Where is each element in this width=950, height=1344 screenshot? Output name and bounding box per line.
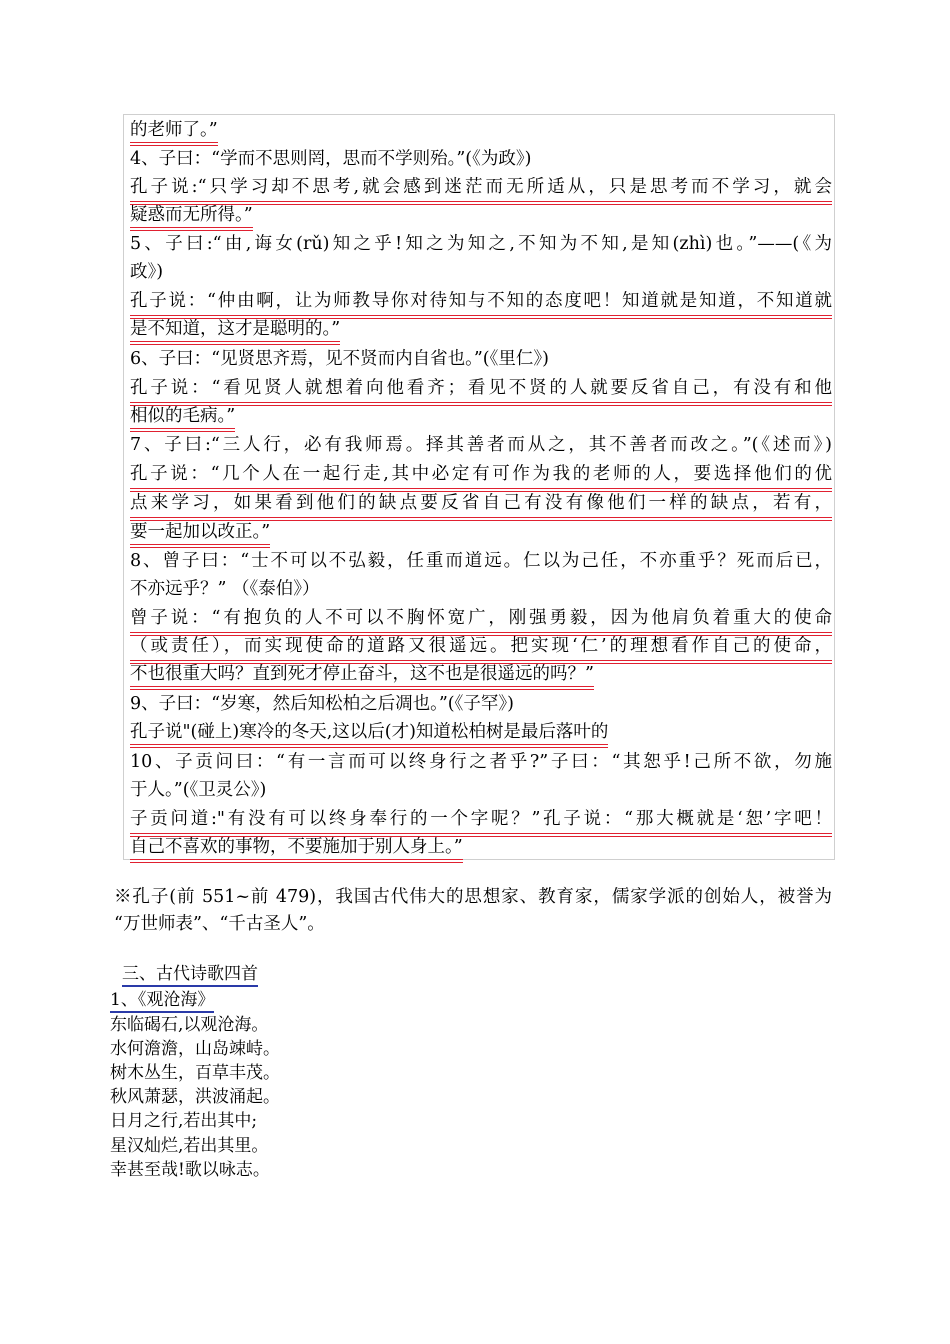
translation-line: 孔子说：“仲由啊，让为师教导你对待知与不知的态度吧！知道就是知道，不知道就: [130, 287, 832, 315]
section-heading: 三、古代诗歌四首: [122, 962, 258, 987]
translation-line: 相似的毛病。”: [130, 402, 235, 430]
poem-line: 树木丛生，百草丰茂。: [110, 1063, 280, 1083]
quote-line: 政》): [130, 262, 164, 282]
translation-line: 孔子说"(碰上)寒冷的冬天,这以后(才)知道松柏树是最后落叶的: [130, 718, 608, 746]
quote-line: 4、子曰：“学而不思则罔，思而不学则殆。”(《为政》): [130, 149, 532, 169]
author-note: ※孔子(前 551~前 479)，我国古代伟大的思想家、教育家，儒家学派的创始人，被誉为: [114, 887, 832, 907]
translation-line: 孔子说：“几个人在一起行走,其中必定有可作为我的老师的人，要选择他们的优: [130, 460, 832, 488]
poem-line: 幸甚至哉!歌以咏志。: [110, 1160, 270, 1180]
translation-line: 的老师了。”: [130, 116, 218, 144]
quote-line: 6、子曰：“见贤思齐焉，见不贤而内自省也。”(《里仁》): [130, 349, 549, 369]
translation-line: 孔子说：“看见贤人就想着向他看齐；看见不贤的人就要反省自己，有没有和他: [130, 374, 832, 402]
poem-line: 东临碣石,以观沧海。: [110, 1015, 269, 1035]
poem-line: 日月之行,若出其中;: [110, 1111, 258, 1131]
translation-line: 疑惑而无所得。”: [130, 201, 253, 229]
translation-line: 孔子说:“只学习却不思考,就会感到迷茫而无所适从，只是思考而不学习，就会: [130, 173, 832, 201]
author-note: “万世师表”、“千古圣人”。: [114, 914, 325, 934]
translation-line: 曾子说：“有抱负的人不可以不胸怀宽广，刚强勇毅，因为他肩负着重大的使命: [130, 604, 832, 632]
quote-line: 8、曾子曰：“士不可以不弘毅，任重而道远。仁以为己任，不亦重乎？死而后已，: [130, 551, 832, 571]
translation-line: 是不知道，这才是聪明的。”: [130, 315, 340, 343]
quote-line: 10、子贡问曰：“有一言而可以终身行之者乎?”子曰：“其恕乎!己所不欲，勿施: [130, 752, 832, 772]
poem-title: 1、《观沧海》: [110, 988, 214, 1013]
quote-line: 7、子曰:“三人行，必有我师焉。择其善者而从之，其不善者而改之。”(《述而》): [130, 435, 832, 455]
translation-line: 自己不喜欢的事物，不要施加于别人身上。”: [130, 833, 463, 861]
translation-line: 不也很重大吗？直到死才停止奋斗，这不也是很遥远的吗？”: [130, 660, 594, 688]
poem-line: 秋风萧瑟，洪波涌起。: [110, 1087, 280, 1107]
poem-line: 星汉灿烂,若出其里。: [110, 1136, 269, 1156]
quote-line: 9、子曰：“岁寒，然后知松柏之后凋也。”(《子罕》): [130, 694, 514, 714]
translation-line: （或责任），而实现使命的道路又很遥远。把实现‘仁’的理想看作自己的使命，: [130, 632, 832, 660]
translation-line: 子贡问道:"有没有可以终身奉行的一个字呢？”孔子说：“那大概就是‘恕’字吧！: [130, 805, 832, 833]
quote-line: 5、子曰:“由,诲女(rǔ)知之乎!知之为知之,不知为不知,是知(zhì)也。”——(《为: [130, 234, 832, 254]
quote-line: 不亦远乎？” （《泰伯》）: [130, 579, 320, 599]
poem-line: 水何澹澹，山岛竦峙。: [110, 1039, 280, 1059]
translation-line: 要一起加以改正。”: [130, 518, 270, 546]
quote-line: 于人。”(《卫灵公》): [130, 780, 267, 800]
translation-line: 点来学习，如果看到他们的缺点要反省自己有没有像他们一样的缺点，若有，: [130, 489, 832, 517]
